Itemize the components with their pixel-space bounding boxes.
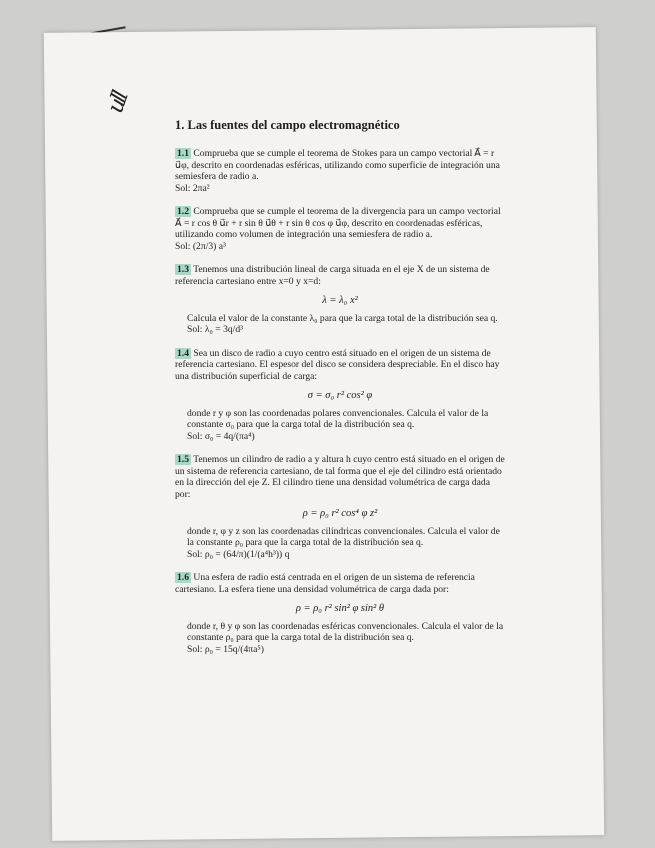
problem-1-6 [175, 572, 505, 655]
problem-text: Comprueba que se cumple el teorema de Stokes para un campo vectorial A⃗ = r u⃗φ, descrito en coordenadas esféricas, utilizando como superficie de integración una semiesfera de radio a. [175, 148, 500, 182]
section-title: 1. Las fuentes del campo electromagnético [175, 118, 400, 132]
problem-text: Tenemos una distribución lineal de carga situada en el eje X de un sistema de referencia cartesiano entre x=0 y x=d: [175, 264, 490, 287]
problem-solution: Sol: ρ₀ = 15q/(4πa⁵) [187, 643, 264, 655]
problem-number: 1.3 [177, 264, 189, 275]
problem-number: 1.4 [177, 347, 189, 359]
document-content [175, 118, 505, 667]
problem-text: Comprueba que se cumple el teorema de la divergencia para un campo vectorial A⃗ = r cos θ u⃗r + r sin θ u⃗θ + r sin θ cos φ u⃗φ, descrito en coordenadas esféricas, utilizando como volumen de integración una semiesfera de radio a. [175, 206, 501, 240]
problem-solution: Sol: (2π/3) a³ [175, 240, 226, 252]
problem-1-4 [175, 348, 505, 443]
problem-equation: σ = σ₀ r² cos² φ [307, 390, 373, 401]
handwritten-margin-note: ull [103, 89, 134, 117]
problem-text: Sea un disco de radio a cuyo centro está situado en el origen de un sistema de referencia cartesiano. El espesor del disco se considera despreciable. En el disco hay una distribución superficial de carga: [175, 347, 500, 382]
problem-equation: ρ = ρ₀ r² sin² φ sin² θ [295, 603, 385, 614]
problem-question: donde r, θ y φ son las coordenadas esféricas convencionales. Calcula el valor de la constante ρ₀ para que la carga total de la distribución sea q. [187, 620, 504, 643]
problem-1-1 [175, 148, 505, 194]
problem-1-2 [175, 206, 505, 252]
problem-question: donde r, φ y z son las coordenadas cilíndricas convencionales. Calcula el valor de la constante ρ₀ para que la carga total de la distribución sea q. [187, 525, 500, 548]
problem-equation: ρ = ρ₀ r² cos⁴ φ z² [302, 508, 378, 519]
problem-number: 1.2 [177, 206, 189, 217]
problem-solution: Sol: σ₀ = 4q/(πa⁴) [187, 430, 255, 442]
problem-question: Calcula el valor de la constante λ₀ para que la carga total de la distribución sea q. [187, 312, 498, 324]
problem-number: 1.6 [177, 572, 189, 583]
problem-solution: Sol: 2πa² [175, 182, 210, 194]
problem-1-3 [175, 264, 505, 336]
problem-equation: λ = λ₀ x² [322, 295, 358, 306]
problem-1-5 [175, 454, 505, 560]
problem-solution: Sol: λ₀ = 3q/d³ [187, 324, 243, 335]
problem-question: donde r y φ son las coordenadas polares convencionales. Calcula el valor de la constante σ₀ para que la carga total de la distribución sea q. [187, 407, 489, 430]
problem-text: Una esfera de radio está centrada en el origen de un sistema de referencia cartesiano. La esfera tiene una densidad volumétrica de carga dada por: [175, 572, 475, 595]
problem-number: 1.1 [177, 148, 189, 159]
problem-number: 1.5 [177, 454, 189, 465]
problem-solution: Sol: ρ₀ = (64/π)(1/(a⁴h³)) q [187, 548, 290, 560]
problem-text: Tenemos un cilindro de radio a y altura h cuyo centro está situado en el origen de un sistema de referencia cartesiano, de tal forma que el eje del cilindro está orientado en la dirección del eje Z. El cilindro tiene una densidad volumétrica de carga dada por: [175, 454, 505, 500]
